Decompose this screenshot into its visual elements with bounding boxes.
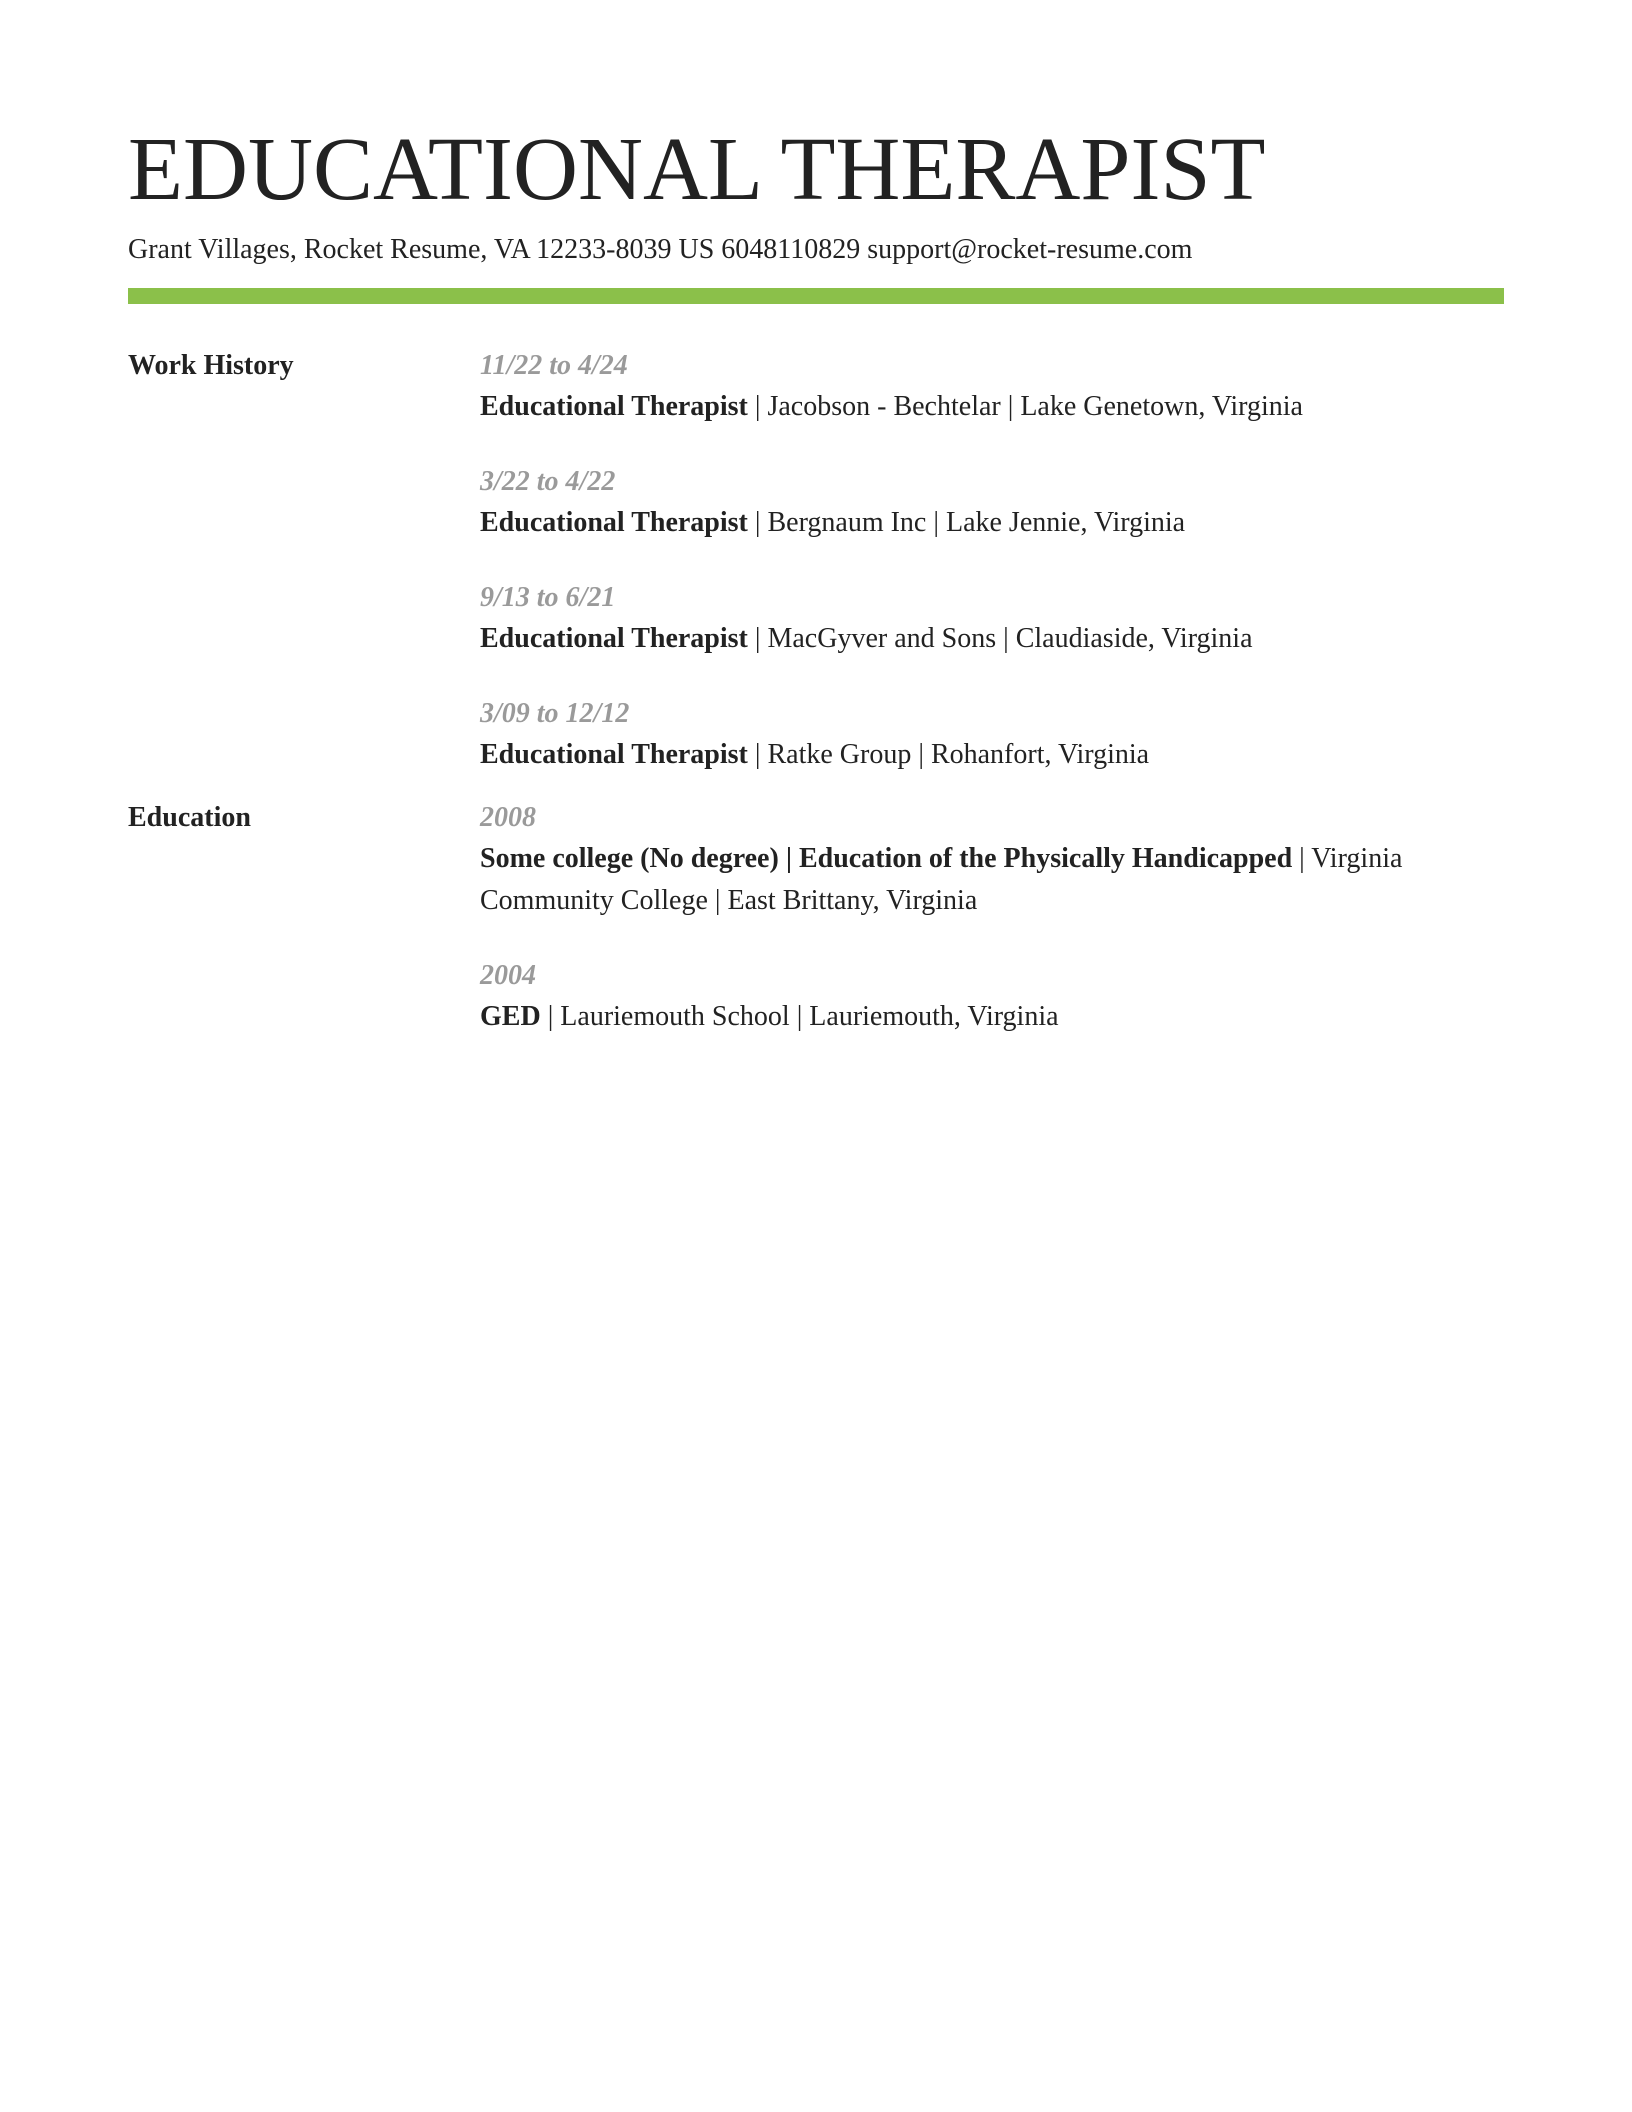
education-heading: Education <box>128 802 251 833</box>
education-entry-details: | Virginia Community College | East Brittany, Virginia <box>480 843 1403 916</box>
work-entry <box>480 578 1504 660</box>
work-entry-details: | Ratke Group | Rohanfort, Virginia <box>747 739 1150 770</box>
education-entry-date: 2008 <box>480 802 536 833</box>
contact-email: support@rocket-resume.com <box>867 234 1193 265</box>
work-entry-date: 3/22 to 4/22 <box>480 466 616 497</box>
resume-page <box>128 120 1504 1038</box>
education-entry <box>480 798 1504 922</box>
education-entries <box>480 798 1504 1038</box>
work-entry-line <box>480 502 1504 544</box>
resume-name-title: EDUCATIONAL THERAPIST <box>128 120 1266 219</box>
education-entry-date: 2004 <box>480 960 536 991</box>
work-history-section <box>128 346 1504 776</box>
work-entry-details: | MacGyver and Sons | Claudiaside, Virginia <box>747 623 1253 654</box>
work-entry-role: Educational Therapist <box>480 739 748 770</box>
accent-divider <box>128 288 1504 304</box>
education-entry-degree: Some college (No degree) | Education of the Physically Handicapped <box>480 843 1293 874</box>
work-entry <box>480 694 1504 776</box>
contact-line <box>128 230 1504 270</box>
work-entry <box>480 346 1504 428</box>
education-entry-details: | Lauriemouth School | Lauriemouth, Virginia <box>540 1001 1059 1032</box>
education-entry-line <box>480 838 1504 922</box>
work-entry-date: 11/22 to 4/24 <box>480 350 628 381</box>
work-entry-line <box>480 734 1504 776</box>
education-entry <box>480 956 1504 1038</box>
work-entry-line <box>480 618 1504 660</box>
work-history-entries <box>480 346 1504 776</box>
work-entry-role: Educational Therapist <box>480 507 748 538</box>
contact-address: Grant Villages, Rocket Resume, VA 12233-8039 US <box>128 234 715 265</box>
education-entry-degree: GED <box>480 1001 541 1032</box>
contact-phone: 6048110829 <box>721 234 861 265</box>
work-entry-role: Educational Therapist <box>480 391 748 422</box>
education-entry-line <box>480 996 1504 1038</box>
work-entry-details: | Jacobson - Bechtelar | Lake Genetown, Virginia <box>747 391 1303 422</box>
work-entry <box>480 462 1504 544</box>
work-entry-line <box>480 386 1504 428</box>
work-entry-role: Educational Therapist <box>480 623 748 654</box>
work-entry-date: 9/13 to 6/21 <box>480 582 616 613</box>
education-section <box>128 798 1504 1038</box>
work-history-heading: Work History <box>128 350 294 381</box>
work-entry-details: | Bergnaum Inc | Lake Jennie, Virginia <box>747 507 1186 538</box>
work-entry-date: 3/09 to 12/12 <box>480 698 630 729</box>
